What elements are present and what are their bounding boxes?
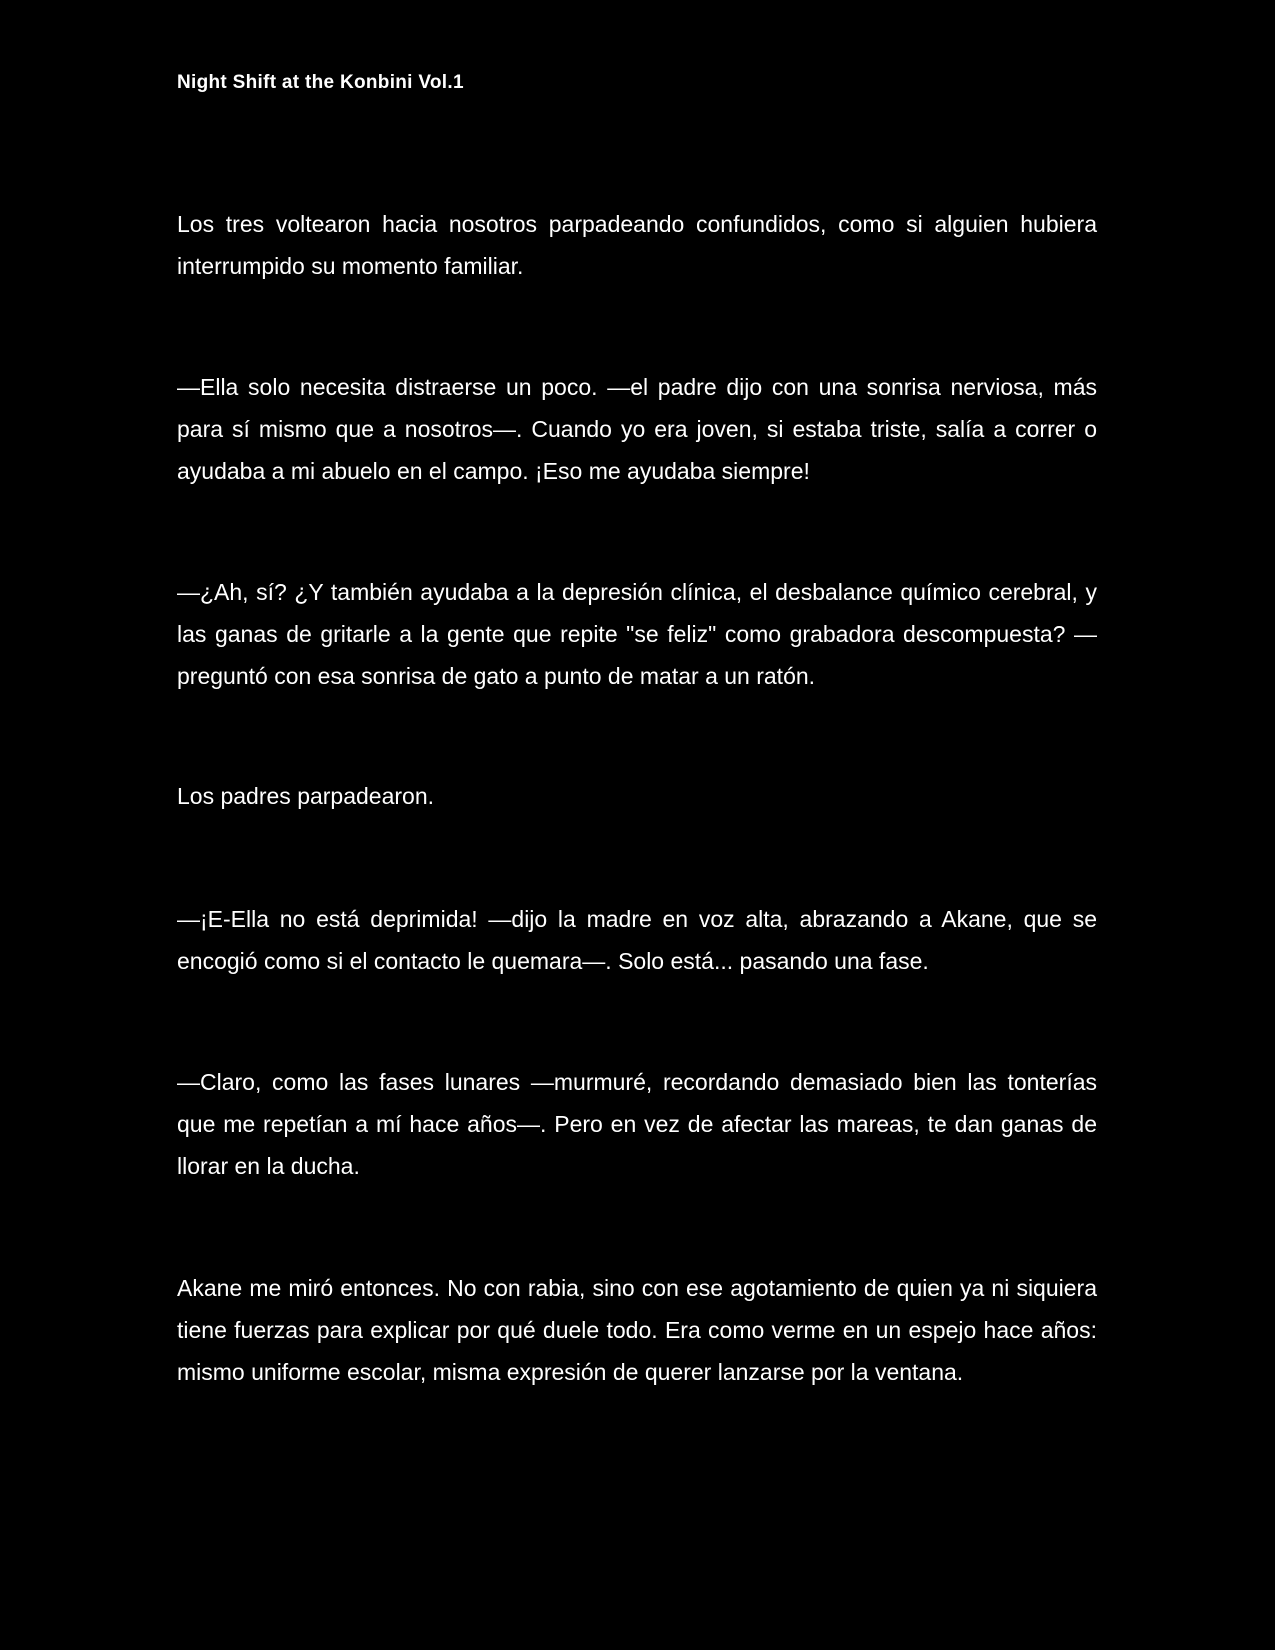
paragraph-1: Los tres voltearon hacia nosotros parpadeando confundidos, como si alguien hubiera interrumpido su momento familiar. — [177, 211, 1097, 279]
paragraph-4: Los padres parpadearon. — [177, 783, 435, 809]
paragraph-7: Akane me miró entonces. No con rabia, sino con ese agotamiento de quien ya ni siquiera tiene fuerzas para explicar por qué duele todo. Era como verme en un espejo hace años: mismo uniforme escolar, misma expresión de querer lanzarse por la ventana. — [177, 1275, 1097, 1385]
paragraph-5: —¡E-Ella no está deprimida! —dijo la madre en voz alta, abrazando a Akane, que se encogió como si el contacto le quemara—. Solo está... pasando una fase. — [177, 906, 1097, 974]
paragraph-2: —Ella solo necesita distraerse un poco. —el padre dijo con una sonrisa nerviosa, más para sí mismo que a nosotros—. Cuando yo era joven, si estaba triste, salía a correr o ayudaba a mi abuelo en el campo. ¡Eso me ayudaba siempre! — [177, 374, 1097, 484]
paragraph-6: —Claro, como las fases lunares —murmuré, recordando demasiado bien las tonterías que me repetían a mí hace años—. Pero en vez de afectar las mareas, te dan ganas de llorar en la ducha. — [177, 1069, 1097, 1179]
paragraph-3: —¿Ah, sí? ¿Y también ayudaba a la depresión clínica, el desbalance químico cerebral, y las ganas de gritarle a la gente que repite "se feliz" como grabadora descompuesta? —preguntó con esa sonrisa de gato a punto de matar a un ratón. — [177, 579, 1097, 689]
running-header-title: Night Shift at the Konbini Vol.1 — [177, 72, 464, 93]
